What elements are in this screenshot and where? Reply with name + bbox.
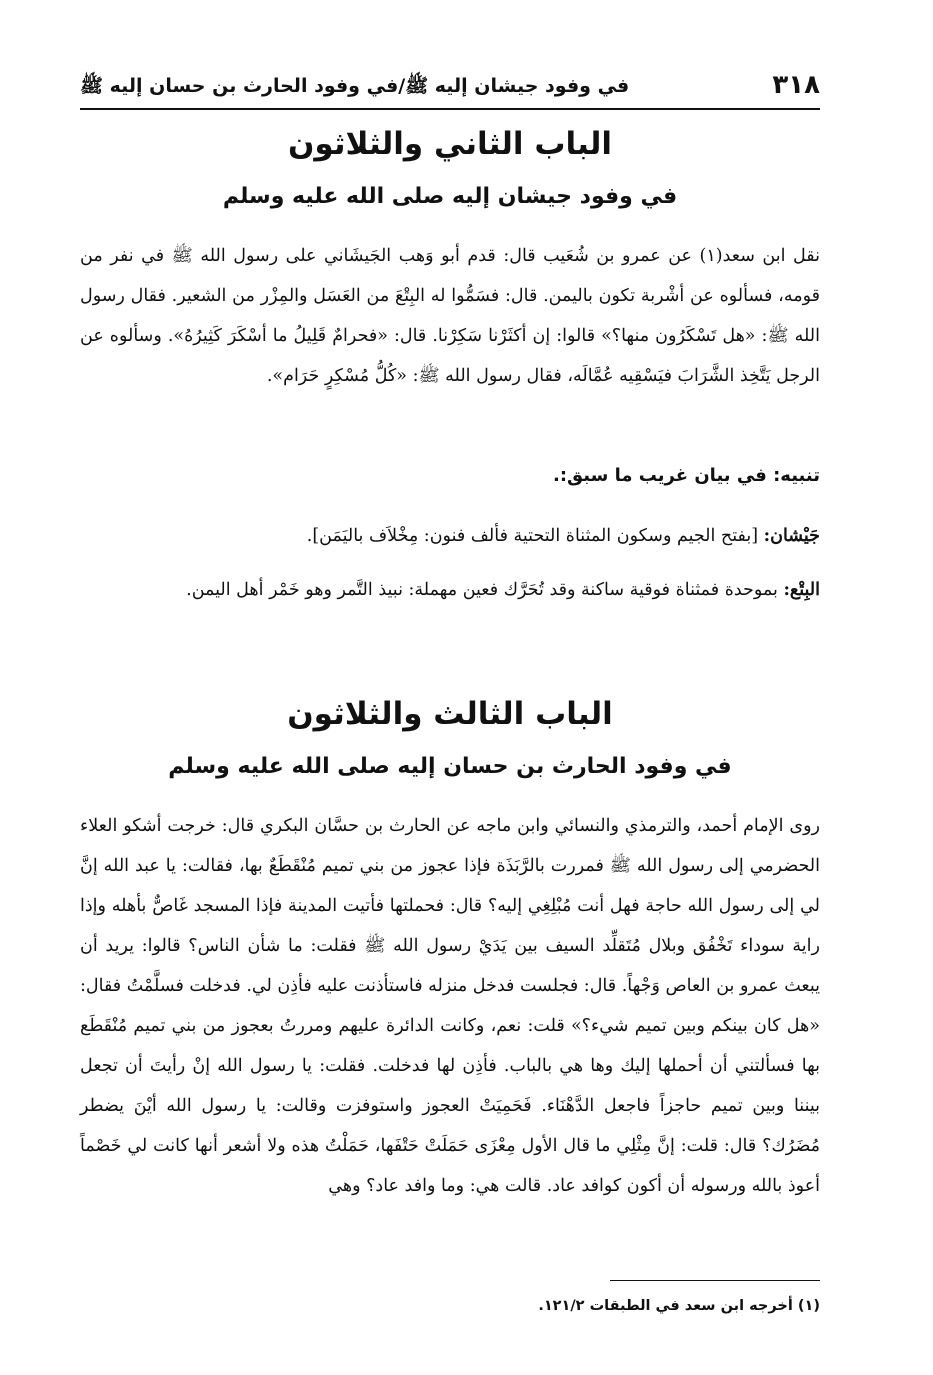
note-term: جَيْشان: xyxy=(763,526,820,546)
note-entry xyxy=(80,570,820,610)
chapter-33-heading: الباب الثالث والثلاثون xyxy=(287,696,613,732)
footnote-divider xyxy=(610,1280,820,1281)
footnote: (١) أخرجه ابن سعد في الطبقات ١٢١/٢. xyxy=(538,1298,820,1314)
running-header xyxy=(80,60,820,110)
running-header-title: في وفود جيشان إليه ﷺ/في وفود الحارث بن حسان إليه ﷺ xyxy=(80,75,630,97)
chapter-32-heading: الباب الثاني والثلاثون xyxy=(287,126,613,162)
note-text: بموحدة فمثناة فوقية ساكنة وقد تُحَرَّك فعين مهملة: نبيذ التَّمر وهو خَمْر أهل اليمن. xyxy=(186,580,784,600)
chapter-33-subheading: في وفود الحارث بن حسان إليه صلى الله عليه وسلم xyxy=(168,754,732,779)
book-page xyxy=(80,60,820,1360)
note-term: البِتْع: xyxy=(783,580,820,600)
note-entry xyxy=(80,516,820,556)
page-number: ٣١٨ xyxy=(772,70,820,100)
chapter-32-subheading: في وفود جيشان إليه صلى الله عليه وسلم xyxy=(222,184,678,209)
note-text: [بفتح الجيم وسكون المثناة التحتية فألف فنون: مِخْلاَف باليَمَن]. xyxy=(306,526,764,546)
notes-heading: تنبيه: في بيان غريب ما سبق:. xyxy=(553,465,820,486)
chapter-32-body: نقل ابن سعد(١) عن عمرو بن شُعَيب قال: قدم أبو وَهب الجَيشَاني على رسول الله ﷺ في نفر من قومه، فسألوه عن أشْربة تكون باليمن. قال: فسَمُّوا له البِتْعَ من العَسَل والمِزْر من الشعير. فقال رسول الله ﷺ: «هل تَسْكَرُون منها؟» قالوا: إن أكثَرْنا سَكِرْنا. قال: «فحرامٌ قَلِيلُ ما أسْكَرَ كَثِيرُهُ». وسألوه عن الرجل يَتَّخِذ الشَّرَابَ فيَسْقِيه عُمَّالَه، فقال رسول الله ﷺ: «كُلُّ مُسْكِرٍ حَرَام». xyxy=(80,246,820,386)
chapter-33-body: روى الإمام أحمد، والترمذي والنسائي وابن ماجه عن الحارث بن حسَّان البكري قال: خرجت أشكو العلاء الحضرمي إلى رسول الله ﷺ فمررت بالرَّبَذَة فإذا عجوز من بني تميم مُنْقَطَعٌ بها، فقالت: يا عبد الله إنَّ لي إلى رسول الله حاجة فهل أنت مُبْلِغِي إليه؟ قال: فحملتها فأتيت المدينة فإذا المسجد غَاصٌّ بأهله وإذا راية سوداء تَخْفُق وبلال مُتَقلِّد السيف بين يَدَيْ رسول الله ﷺ فقلت: ما شأن الناس؟ قالوا: يريد أن يبعث عمرو بن العاص وَجْهاً. قال: فجلست فدخل منزله فاستأذنت عليه فأذِن لي. فدخلت فسلَّمْتُ فقال: «هل كان بينكم وبين تميم شيء؟» قلت: نعم، وكانت الدائرة عليهم ومررتُ بعجوز من بني تميم مُنْقَطَع بها فسألتني أن أحملها إليك وها هي بالباب. فأذِن لها فدخلت. فقلت: يا رسول الله إنْ رأيتَ أن تجعل بيننا وبين تميم حاجزاً فاجعل الدَّهْنَاء. فَحَمِيَتْ العجوز واستوفزت وقالت: يا رسول الله أيْنَ يضطر مُضَرُك؟ قال: قلت: إنَّ مِثْلِي ما قال الأول مِعْزَى حَمَلَتْ حَتْفَها، حَمَلْتُ هذه ولا أشعر أنها كانت لي خَصْماً أعوذ بالله ورسوله أن أكون كوافد عاد. قالت هي: وما وافد عاد؟ وهي xyxy=(80,816,820,1196)
